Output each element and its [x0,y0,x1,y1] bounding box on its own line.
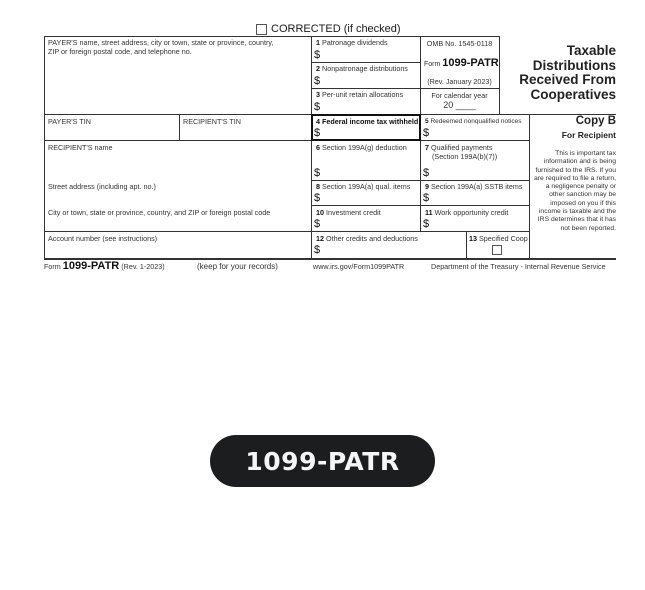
box-5-field[interactable]: $ [423,127,430,139]
recipient-tin-label: RECIPIENT'S TIN [183,117,241,126]
box-13-label: 13 Specified Coop [469,234,528,243]
corrected-checkbox-row [256,23,401,35]
omb-number: OMB No. 1545-0118 [426,39,493,48]
calendar-year-field[interactable]: 20 ____ [443,100,476,110]
box-12-field[interactable]: $ [314,244,321,256]
copy-label: Copy B [575,115,616,127]
payer-tin-label: PAYER'S TIN [48,117,91,126]
payer-info-label-2: ZIP or foreign postal code, and telephone no. [48,47,192,56]
recipient-tin-field[interactable] [180,126,310,139]
box-8-field[interactable]: $ [314,192,321,204]
box-5-label: 5 Redeemed nonqualified notices [425,118,522,125]
box-11-field[interactable]: $ [423,218,430,230]
footer-keep: (keep for your records) [197,262,278,271]
recipient-notice: This is important tax information and is being furnished to the IRS. If you are required to file a return, a negligence penalty or other sanction may be imposed on you if this income is taxable and the IRS determines that it has not been reported. [534,150,616,232]
box-6-field[interactable]: $ [314,167,321,179]
form-revision: (Rev. January 2023) [427,77,492,86]
city-label: City or town, state or province, country, and ZIP or foreign postal code [48,208,271,217]
for-recipient-label: For Recipient [561,130,616,140]
payer-info-label: PAYER'S name, street address, city or town, state or province, country, [48,38,274,47]
box-1-field[interactable]: $ [314,49,321,61]
city-field[interactable] [45,217,310,230]
corrected-label: CORRECTED (if checked) [271,23,401,35]
form-badge: 1099-PATR [210,435,435,487]
box-10-label: 10 Investment credit [316,208,381,217]
form-title-heading: Taxable Distributions Received From Cooperatives [519,43,616,102]
box-3-label: 3 Per-unit retain allocations [316,90,404,99]
calendar-year-label: For calendar year [431,91,488,100]
box-2-label: 2 Nonpatronage distributions [316,64,408,73]
street-address-label: Street address (including apt. no.) [48,182,156,191]
form-title: Form 1099-PATR [424,57,499,69]
box-8-label: 8 Section 199A(a) qual. items [316,182,411,191]
box-7-label-2: (Section 199A(b)(7)) [432,152,498,161]
box-7-label: 7 Qualified payments [425,143,493,152]
street-address-field[interactable] [45,191,310,205]
box-9-label: 9 Section 199A(a) SSTB items [425,182,523,191]
box-4-label: 4 Federal income tax withheld [316,117,419,126]
payer-tin-field[interactable] [45,126,178,139]
form-1099-patr [44,36,616,259]
box-10-field[interactable]: $ [314,218,321,230]
box-11-label: 11 Work opportunity credit [425,208,509,217]
payer-info-field[interactable] [45,56,310,113]
box-2-field[interactable]: $ [314,75,321,87]
account-number-field[interactable] [45,243,310,257]
footer-url: www.irs.gov/Form1099PATR [313,262,405,271]
box-7-field[interactable]: $ [423,167,430,179]
box-3-field[interactable]: $ [314,101,321,113]
box-9-field[interactable]: $ [423,192,430,204]
box-1-label: 1 Patronage dividends [316,38,388,47]
footer-form-name: Form 1099-PATR (Rev. 1-2023) [44,260,165,272]
specified-coop-checkbox[interactable] [492,245,502,255]
box-12-label: 12 Other credits and deductions [316,234,418,243]
recipient-name-label: RECIPIENT'S name [48,143,113,152]
corrected-checkbox[interactable] [256,24,267,35]
recipient-name-field[interactable] [45,152,310,178]
box-6-label: 6 Section 199A(g) deduction [316,143,407,152]
footer-department: Department of the Treasury - Internal Revenue Service [431,262,606,271]
account-number-label: Account number (see instructions) [48,234,158,243]
box-4-field[interactable]: $ [314,127,321,139]
